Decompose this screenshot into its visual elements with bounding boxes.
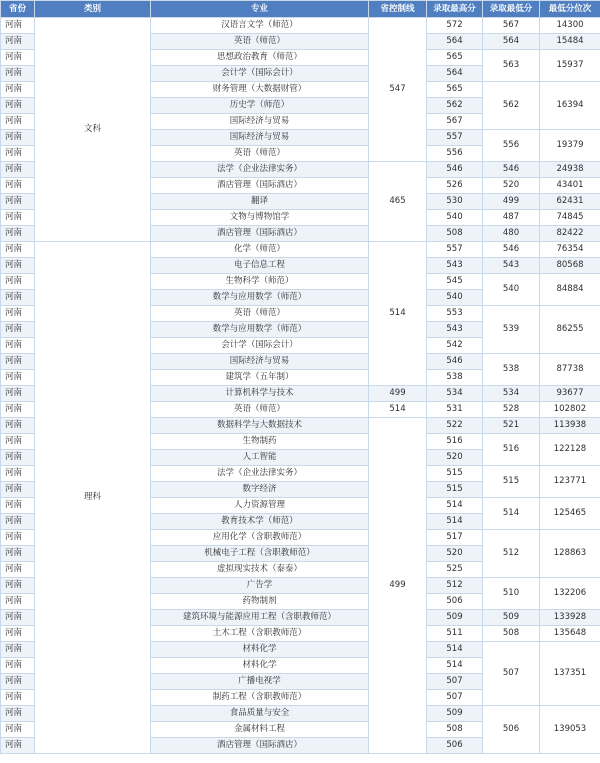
major-cell: 广告学 xyxy=(151,578,369,594)
min-score-cell: 567 xyxy=(483,18,540,34)
province-cell: 河南 xyxy=(1,674,35,690)
major-cell: 食品质量与安全 xyxy=(151,706,369,722)
min-score-cell: 509 xyxy=(483,610,540,626)
max-score-cell: 546 xyxy=(427,162,483,178)
control-line-cell: 499 xyxy=(369,418,427,754)
province-cell: 河南 xyxy=(1,354,35,370)
min-rank-cell: 113938 xyxy=(540,418,600,434)
major-cell: 国际经济与贸易 xyxy=(151,354,369,370)
major-cell: 国际经济与贸易 xyxy=(151,130,369,146)
min-score-cell: 508 xyxy=(483,626,540,642)
major-cell: 材料化学 xyxy=(151,658,369,674)
province-cell: 河南 xyxy=(1,178,35,194)
major-cell: 英语（师范） xyxy=(151,34,369,50)
min-rank-cell: 15937 xyxy=(540,50,600,82)
min-rank-cell: 133928 xyxy=(540,610,600,626)
province-cell: 河南 xyxy=(1,50,35,66)
major-cell: 数学与应用数学（师范） xyxy=(151,290,369,306)
province-cell: 河南 xyxy=(1,722,35,738)
min-score-cell: 556 xyxy=(483,130,540,162)
min-rank-cell: 84884 xyxy=(540,274,600,306)
major-cell: 生物科学（师范） xyxy=(151,274,369,290)
province-cell: 河南 xyxy=(1,434,35,450)
min-rank-cell: 16394 xyxy=(540,82,600,130)
max-score-cell: 525 xyxy=(427,562,483,578)
max-score-cell: 557 xyxy=(427,130,483,146)
major-cell: 生物制药 xyxy=(151,434,369,450)
province-cell: 河南 xyxy=(1,386,35,402)
province-cell: 河南 xyxy=(1,210,35,226)
min-score-cell: 564 xyxy=(483,34,540,50)
min-rank-cell: 62431 xyxy=(540,194,600,210)
province-cell: 河南 xyxy=(1,82,35,98)
province-cell: 河南 xyxy=(1,626,35,642)
min-rank-cell: 19379 xyxy=(540,130,600,162)
province-cell: 河南 xyxy=(1,706,35,722)
min-score-cell: 562 xyxy=(483,82,540,130)
major-cell: 计算机科学与技术 xyxy=(151,386,369,402)
major-cell: 建筑环境与能源应用工程（含职教师范） xyxy=(151,610,369,626)
province-cell: 河南 xyxy=(1,546,35,562)
min-score-cell: 538 xyxy=(483,354,540,386)
min-score-cell: 521 xyxy=(483,418,540,434)
max-score-cell: 564 xyxy=(427,66,483,82)
major-cell: 人力资源管理 xyxy=(151,498,369,514)
max-score-cell: 540 xyxy=(427,290,483,306)
max-score-cell: 509 xyxy=(427,706,483,722)
province-cell: 河南 xyxy=(1,274,35,290)
max-score-cell: 511 xyxy=(427,626,483,642)
min-rank-cell: 74845 xyxy=(540,210,600,226)
min-score-cell: 506 xyxy=(483,706,540,754)
max-score-cell: 526 xyxy=(427,178,483,194)
major-cell: 国际经济与贸易 xyxy=(151,114,369,130)
control-line-cell: 514 xyxy=(369,242,427,386)
province-cell: 河南 xyxy=(1,530,35,546)
major-cell: 英语（师范） xyxy=(151,146,369,162)
control-line-cell: 499 xyxy=(369,386,427,402)
max-score-cell: 512 xyxy=(427,578,483,594)
major-cell: 虚拟现实技术（泰泰） xyxy=(151,562,369,578)
province-cell: 河南 xyxy=(1,610,35,626)
province-cell: 河南 xyxy=(1,18,35,34)
control-line-cell: 465 xyxy=(369,162,427,242)
min-rank-cell: 80568 xyxy=(540,258,600,274)
max-score-cell: 543 xyxy=(427,322,483,338)
major-cell: 人工智能 xyxy=(151,450,369,466)
max-score-cell: 565 xyxy=(427,50,483,66)
min-rank-cell: 86255 xyxy=(540,306,600,354)
min-score-cell: 514 xyxy=(483,498,540,530)
min-rank-cell: 139053 xyxy=(540,706,600,754)
max-score-cell: 517 xyxy=(427,530,483,546)
min-rank-cell: 132206 xyxy=(540,578,600,610)
min-score-cell: 563 xyxy=(483,50,540,82)
max-score-cell: 530 xyxy=(427,194,483,210)
max-score-cell: 556 xyxy=(427,146,483,162)
major-cell: 数学与应用数学（师范） xyxy=(151,322,369,338)
province-cell: 河南 xyxy=(1,130,35,146)
min-score-cell: 499 xyxy=(483,194,540,210)
table-body xyxy=(1,18,600,754)
min-rank-cell: 128863 xyxy=(540,530,600,578)
max-score-cell: 543 xyxy=(427,258,483,274)
max-score-cell: 506 xyxy=(427,594,483,610)
table-row xyxy=(1,242,600,258)
major-cell: 机械电子工程（含职教师范） xyxy=(151,546,369,562)
major-cell: 英语（师范） xyxy=(151,402,369,418)
major-cell: 建筑学（五年制） xyxy=(151,370,369,386)
min-rank-cell: 135648 xyxy=(540,626,600,642)
header-control-line: 省控制线 xyxy=(369,1,427,18)
max-score-cell: 565 xyxy=(427,82,483,98)
major-cell: 药物制剂 xyxy=(151,594,369,610)
province-cell: 河南 xyxy=(1,578,35,594)
min-score-cell: 528 xyxy=(483,402,540,418)
province-cell: 河南 xyxy=(1,338,35,354)
min-score-cell: 534 xyxy=(483,386,540,402)
province-cell: 河南 xyxy=(1,562,35,578)
max-score-cell: 557 xyxy=(427,242,483,258)
province-cell: 河南 xyxy=(1,226,35,242)
max-score-cell: 509 xyxy=(427,610,483,626)
province-cell: 河南 xyxy=(1,66,35,82)
max-score-cell: 516 xyxy=(427,434,483,450)
major-cell: 汉语言文学（师范） xyxy=(151,18,369,34)
major-cell: 制药工程（含职教师范） xyxy=(151,690,369,706)
max-score-cell: 531 xyxy=(427,402,483,418)
category-cell: 理科 xyxy=(35,242,151,754)
min-score-cell: 543 xyxy=(483,258,540,274)
max-score-cell: 538 xyxy=(427,370,483,386)
control-line-cell: 514 xyxy=(369,402,427,418)
province-cell: 河南 xyxy=(1,370,35,386)
province-cell: 河南 xyxy=(1,194,35,210)
max-score-cell: 572 xyxy=(427,18,483,34)
max-score-cell: 534 xyxy=(427,386,483,402)
province-cell: 河南 xyxy=(1,114,35,130)
header-min-rank: 最低分位次 xyxy=(540,1,600,18)
control-line-cell: 547 xyxy=(369,18,427,162)
min-rank-cell: 122128 xyxy=(540,434,600,466)
header-row xyxy=(1,1,600,18)
major-cell: 数据科学与大数据技术 xyxy=(151,418,369,434)
max-score-cell: 540 xyxy=(427,210,483,226)
min-score-cell: 520 xyxy=(483,178,540,194)
province-cell: 河南 xyxy=(1,690,35,706)
min-rank-cell: 43401 xyxy=(540,178,600,194)
min-rank-cell: 93677 xyxy=(540,386,600,402)
major-cell: 应用化学（含职教师范） xyxy=(151,530,369,546)
province-cell: 河南 xyxy=(1,258,35,274)
max-score-cell: 545 xyxy=(427,274,483,290)
min-rank-cell: 76354 xyxy=(540,242,600,258)
min-score-cell: 510 xyxy=(483,578,540,610)
province-cell: 河南 xyxy=(1,450,35,466)
province-cell: 河南 xyxy=(1,98,35,114)
max-score-cell: 515 xyxy=(427,466,483,482)
max-score-cell: 508 xyxy=(427,722,483,738)
major-cell: 历史学（师范） xyxy=(151,98,369,114)
province-cell: 河南 xyxy=(1,482,35,498)
major-cell: 会计学（国际会计） xyxy=(151,338,369,354)
province-cell: 河南 xyxy=(1,402,35,418)
major-cell: 酒店管理（国际酒店） xyxy=(151,738,369,754)
province-cell: 河南 xyxy=(1,594,35,610)
major-cell: 翻译 xyxy=(151,194,369,210)
max-score-cell: 553 xyxy=(427,306,483,322)
major-cell: 思想政治教育（师范） xyxy=(151,50,369,66)
min-score-cell: 507 xyxy=(483,642,540,706)
major-cell: 酒店管理（国际酒店） xyxy=(151,178,369,194)
max-score-cell: 542 xyxy=(427,338,483,354)
major-cell: 财务管理（大数据财管） xyxy=(151,82,369,98)
major-cell: 金属材料工程 xyxy=(151,722,369,738)
province-cell: 河南 xyxy=(1,162,35,178)
min-rank-cell: 87738 xyxy=(540,354,600,386)
province-cell: 河南 xyxy=(1,322,35,338)
min-rank-cell: 137351 xyxy=(540,642,600,706)
header-province: 省份 xyxy=(1,1,35,18)
min-rank-cell: 123771 xyxy=(540,466,600,498)
max-score-cell: 507 xyxy=(427,674,483,690)
table-row xyxy=(1,18,600,34)
max-score-cell: 514 xyxy=(427,658,483,674)
province-cell: 河南 xyxy=(1,146,35,162)
max-score-cell: 507 xyxy=(427,690,483,706)
min-score-cell: 487 xyxy=(483,210,540,226)
max-score-cell: 508 xyxy=(427,226,483,242)
province-cell: 河南 xyxy=(1,34,35,50)
major-cell: 教育技术学（师范） xyxy=(151,514,369,530)
max-score-cell: 562 xyxy=(427,98,483,114)
max-score-cell: 514 xyxy=(427,498,483,514)
major-cell: 数字经济 xyxy=(151,482,369,498)
max-score-cell: 520 xyxy=(427,546,483,562)
max-score-cell: 514 xyxy=(427,514,483,530)
min-score-cell: 540 xyxy=(483,274,540,306)
max-score-cell: 567 xyxy=(427,114,483,130)
major-cell: 土木工程（含职教师范） xyxy=(151,626,369,642)
major-cell: 材料化学 xyxy=(151,642,369,658)
province-cell: 河南 xyxy=(1,514,35,530)
header-major: 专业 xyxy=(151,1,369,18)
max-score-cell: 564 xyxy=(427,34,483,50)
header-category: 类别 xyxy=(35,1,151,18)
province-cell: 河南 xyxy=(1,738,35,754)
major-cell: 英语（师范） xyxy=(151,306,369,322)
min-rank-cell: 82422 xyxy=(540,226,600,242)
min-score-cell: 546 xyxy=(483,242,540,258)
major-cell: 法学（企业法律实务） xyxy=(151,162,369,178)
min-score-cell: 539 xyxy=(483,306,540,354)
min-score-cell: 480 xyxy=(483,226,540,242)
min-score-cell: 546 xyxy=(483,162,540,178)
major-cell: 法学（企业法律实务） xyxy=(151,466,369,482)
province-cell: 河南 xyxy=(1,242,35,258)
category-cell: 文科 xyxy=(35,18,151,242)
min-rank-cell: 14300 xyxy=(540,18,600,34)
max-score-cell: 515 xyxy=(427,482,483,498)
major-cell: 电子信息工程 xyxy=(151,258,369,274)
min-score-cell: 515 xyxy=(483,466,540,498)
max-score-cell: 506 xyxy=(427,738,483,754)
province-cell: 河南 xyxy=(1,466,35,482)
max-score-cell: 546 xyxy=(427,354,483,370)
min-score-cell: 516 xyxy=(483,434,540,466)
max-score-cell: 514 xyxy=(427,642,483,658)
province-cell: 河南 xyxy=(1,658,35,674)
major-cell: 酒店管理（国际酒店） xyxy=(151,226,369,242)
min-rank-cell: 102802 xyxy=(540,402,600,418)
header-min-score: 录取最低分 xyxy=(483,1,540,18)
header-max-score: 录取最高分 xyxy=(427,1,483,18)
min-rank-cell: 125465 xyxy=(540,498,600,530)
min-score-cell: 512 xyxy=(483,530,540,578)
major-cell: 会计学（国际会计） xyxy=(151,66,369,82)
province-cell: 河南 xyxy=(1,306,35,322)
min-rank-cell: 15484 xyxy=(540,34,600,50)
min-rank-cell: 24938 xyxy=(540,162,600,178)
province-cell: 河南 xyxy=(1,498,35,514)
major-cell: 化学（师范） xyxy=(151,242,369,258)
max-score-cell: 520 xyxy=(427,450,483,466)
province-cell: 河南 xyxy=(1,418,35,434)
major-cell: 文物与博物馆学 xyxy=(151,210,369,226)
major-cell: 广播电视学 xyxy=(151,674,369,690)
province-cell: 河南 xyxy=(1,290,35,306)
province-cell: 河南 xyxy=(1,642,35,658)
max-score-cell: 522 xyxy=(427,418,483,434)
